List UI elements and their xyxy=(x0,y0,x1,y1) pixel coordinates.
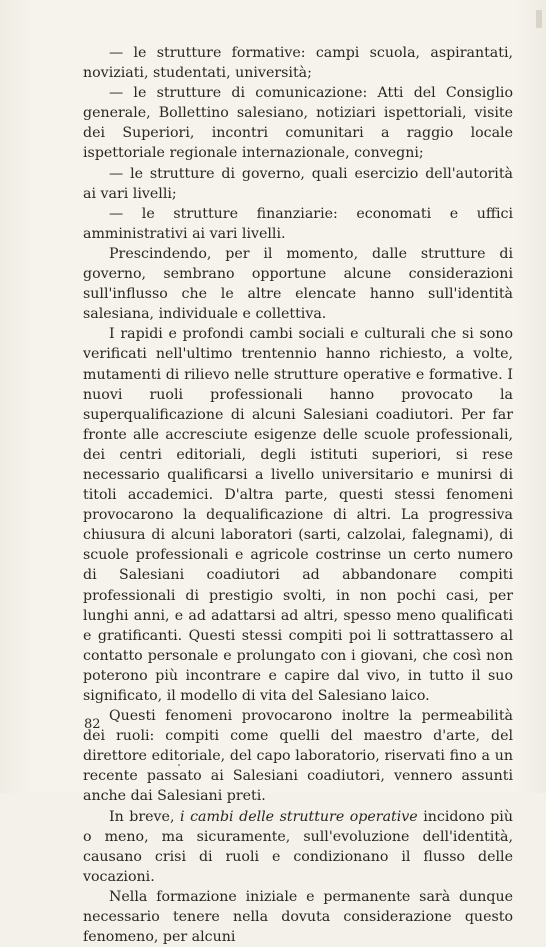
paragraph-cambi-sociali: I rapidi e profondi cambi sociali e culturali che si sono verificati nell'ultimo trentennio hanno richiesto, a volte, mutamenti di rilievo nelle strutture operative e formative. I nuovi ruoli professionali hanno provocato la superqualificazione di alcuni Salesiani coadiutori. Per far fronte alle accresciute esigenze delle scuole professionali, dei centri editoriali, degli istituti superiori, si rese necessario qualificarsi a livello universitario e munirsi di titoli accademici. D'altra parte, questi stessi fenomeni provocarono la dequalificazione di altri. La progressiva chiusura di alcuni laboratori (sarti, calzolai, falegnami), di scuole professionali e agricole costrinse un certo numero di Salesiani coadiutori ad abbandonare compiti professionali di prestigio svolti, in non pochi casi, per lunghi anni, e ad adattarsi ad altri, spesso meno qualificati e gratificanti. Questi stessi compiti poi li sottrattassero al contatto personale e prolungato con i giovani, che così non poterono più incontrare e capire dal vivo, in tutto il suo significato, il modello di vita del Salesiano laico. xyxy=(83,326,513,704)
brief-lead: In breve, xyxy=(109,808,181,825)
paragraph-in-breve xyxy=(83,807,513,887)
paragraph-formazione: Nella formazione iniziale e permanente sarà dunque necessario tenere nella dovuta considerazione questo fenomeno, per alcuni xyxy=(83,888,513,946)
page-edge-mark xyxy=(536,10,542,28)
list-item-financial: — le strutture finanziarie: economati e uffici amministrativi ai vari livelli. xyxy=(83,205,513,242)
brief-emphasis: i cambi delle strutture operative xyxy=(180,808,418,825)
list-item-communication: — le strutture di comunicazione: Atti del Consiglio generale, Bollettino salesiano, notiziari ispettoriali, visite dei Superiori, incontri comunitari a raggio locale ispettoriale regionale internazionale, convegni; xyxy=(83,85,513,162)
page-number: 82 xyxy=(84,717,101,732)
paragraph-prescindendo: Prescindendo, per il momento, dalle strutture di governo, sembrano opportune alcune considerazioni sull'influsso che le altre elencate hanno sull'identità salesiana, individuale e collettiva. xyxy=(83,245,513,323)
list-item-formative: — le strutture formative: campi scuola, aspirantati, noviziati, studentati, università; xyxy=(83,45,513,82)
brief-rest: incidono più o meno, ma sicuramente, sull'evoluzione dell'identità, causano crisi di ruoli e condizionano il flusso delle vocazioni. xyxy=(83,808,513,885)
paper-speck xyxy=(178,764,180,766)
paragraph-permeabilita: Questi fenomeni provocarono inoltre la permeabilità dei ruoli: compiti come quelli del maestro d'arte, del direttore editoriale, del capo laboratorio, riservati fino a un recente passato ai Salesiani coadiutori, vennero assunti anche dai Salesiani preti. xyxy=(83,708,513,805)
body-text xyxy=(83,43,513,947)
list-item-government: — le strutture di governo, quali esercizio dell'autorità ai vari livelli; xyxy=(83,165,513,202)
